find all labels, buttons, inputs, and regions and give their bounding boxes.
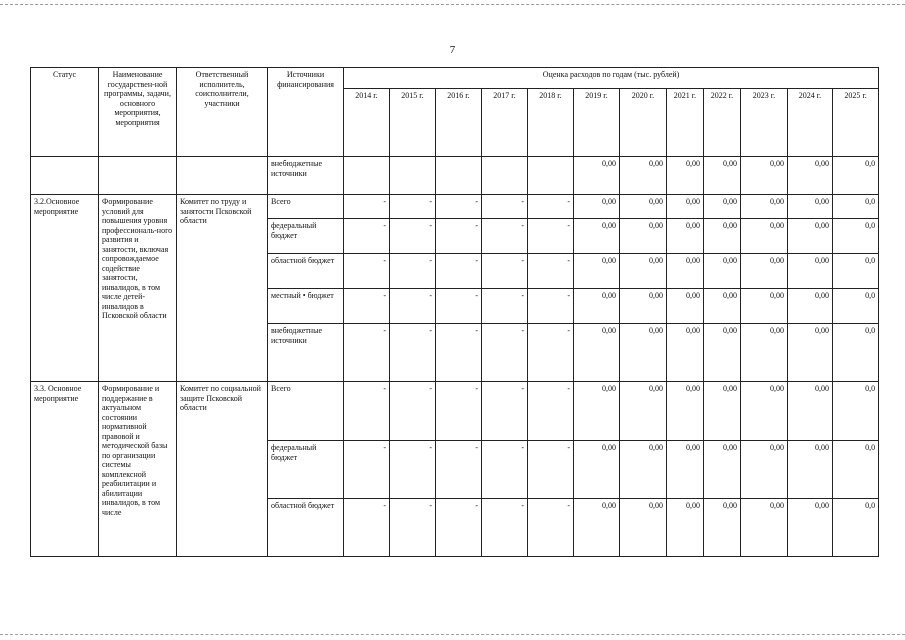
value-cell (482, 157, 528, 195)
value-cell: 0,00 (704, 441, 741, 499)
value-cell: 0,00 (741, 324, 788, 382)
value-cell: - (390, 324, 436, 382)
year-header: 2015 г. (390, 89, 436, 157)
value-cell: - (528, 499, 574, 557)
year-header: 2018 г. (528, 89, 574, 157)
value-cell: - (482, 441, 528, 499)
table-row (31, 382, 879, 441)
value-cell: - (344, 195, 390, 219)
value-cell: 0,00 (704, 324, 741, 382)
source-cell: федеральный бюджет (268, 219, 344, 254)
year-header: 2019 г. (574, 89, 620, 157)
scan-edge-top (0, 0, 905, 5)
value-cell: 0,00 (620, 219, 667, 254)
value-cell: - (436, 499, 482, 557)
value-cell: 0,00 (704, 157, 741, 195)
value-cell: 0,00 (667, 289, 704, 324)
page-number: 7 (449, 44, 456, 56)
value-cell: - (390, 195, 436, 219)
value-cell: 0,00 (704, 382, 741, 441)
value-cell: - (482, 289, 528, 324)
value-cell: 0,00 (667, 254, 704, 289)
year-header: 2022 г. (704, 89, 741, 157)
value-cell: - (436, 441, 482, 499)
value-cell: 0,00 (741, 195, 788, 219)
value-cell: 0,00 (788, 219, 833, 254)
value-cell: 0,00 (574, 195, 620, 219)
value-cell: 0,00 (620, 195, 667, 219)
value-cell: 0,00 (574, 219, 620, 254)
value-cell: - (528, 195, 574, 219)
value-cell: 0,00 (620, 157, 667, 195)
header-sources: Источники финансирования (268, 68, 344, 157)
value-cell: 0,00 (667, 157, 704, 195)
value-cell: 0,00 (620, 324, 667, 382)
value-cell: - (482, 254, 528, 289)
value-cell: 0,00 (667, 499, 704, 557)
value-cell: 0,00 (620, 289, 667, 324)
name-cell: Формирование условий для повышения уровня профессиональ-ного развития и занятости, включая сопровождаемое содействие занятости, инвалидов, в том числе детей-инвалидов в Псковской области (99, 195, 177, 382)
value-cell: 0,00 (741, 157, 788, 195)
status-cell: 3.2.Основное мероприятие (31, 195, 99, 382)
value-cell: - (482, 499, 528, 557)
value-cell: 0,00 (620, 441, 667, 499)
value-cell: - (528, 324, 574, 382)
value-cell: 0,00 (667, 324, 704, 382)
empty-cell (177, 157, 268, 195)
table-row (31, 157, 879, 195)
value-cell: 0,00 (704, 289, 741, 324)
value-cell: - (482, 219, 528, 254)
value-cell: - (528, 289, 574, 324)
value-cell: 0,00 (704, 219, 741, 254)
value-cell: - (344, 254, 390, 289)
value-cell: 0,00 (704, 254, 741, 289)
value-cell: 0,00 (741, 289, 788, 324)
value-cell: 0,00 (574, 382, 620, 441)
value-cell: 0,00 (574, 441, 620, 499)
value-cell: 0,00 (741, 382, 788, 441)
value-cell: 0,00 (788, 382, 833, 441)
value-cell: 0,00 (788, 289, 833, 324)
header-estimate: Оценка расходов по годам (тыс. рублей) (344, 68, 879, 89)
value-cell: 0,00 (667, 195, 704, 219)
header-status: Статус (31, 68, 99, 157)
value-cell: - (344, 499, 390, 557)
value-cell: 0,0 (833, 195, 879, 219)
value-cell: - (436, 324, 482, 382)
value-cell: - (436, 289, 482, 324)
year-header: 2021 г. (667, 89, 704, 157)
value-cell: 0,00 (704, 499, 741, 557)
value-cell: 0,00 (667, 441, 704, 499)
year-header: 2024 г. (788, 89, 833, 157)
status-cell: 3.3. Основное мероприятие (31, 382, 99, 557)
value-cell: 0,00 (667, 219, 704, 254)
responsible-cell: Комитет по труду и занятости Псковской области (177, 195, 268, 382)
value-cell: 0,00 (574, 254, 620, 289)
responsible-cell: Комитет по социальной защите Псковской области (177, 382, 268, 557)
value-cell: 0,00 (741, 441, 788, 499)
value-cell: - (482, 324, 528, 382)
value-cell: 0,00 (574, 157, 620, 195)
source-cell: Всего (268, 382, 344, 441)
value-cell (528, 157, 574, 195)
value-cell: 0,0 (833, 441, 879, 499)
value-cell: 0,0 (833, 324, 879, 382)
year-header: 2016 г. (436, 89, 482, 157)
value-cell: 0,00 (788, 195, 833, 219)
value-cell: - (390, 382, 436, 441)
year-header: 2023 г. (741, 89, 788, 157)
value-cell: 0,00 (741, 254, 788, 289)
value-cell: - (528, 254, 574, 289)
value-cell: - (436, 254, 482, 289)
value-cell: 0,0 (833, 254, 879, 289)
value-cell: 0,00 (788, 499, 833, 557)
scan-edge-bottom (0, 634, 905, 637)
source-cell: Всего (268, 195, 344, 219)
value-cell: - (390, 254, 436, 289)
value-cell: - (528, 441, 574, 499)
value-cell: 0,00 (667, 382, 704, 441)
value-cell: 0,0 (833, 219, 879, 254)
value-cell: - (344, 441, 390, 499)
value-cell: 0,00 (788, 254, 833, 289)
value-cell: - (436, 382, 482, 441)
value-cell (390, 157, 436, 195)
header-name: Наименование государствен-ной программы, задачи, основного мероприятия, мероприятия (99, 68, 177, 157)
name-cell: Формирование и поддержание в актуальном состоянии нормативной правовой и методической базы по организации системы комплексной реабилитации и абилитации инвалидов, в том числе (99, 382, 177, 557)
value-cell: 0,0 (833, 157, 879, 195)
value-cell (436, 157, 482, 195)
value-cell: - (482, 195, 528, 219)
value-cell: 0,00 (788, 324, 833, 382)
source-cell: областной бюджет (268, 254, 344, 289)
value-cell: - (390, 219, 436, 254)
value-cell: - (390, 289, 436, 324)
source-cell: внебюджетные источники (268, 157, 344, 195)
value-cell: - (528, 382, 574, 441)
value-cell: 0,00 (788, 157, 833, 195)
source-cell: областной бюджет (268, 499, 344, 557)
year-header: 2020 г. (620, 89, 667, 157)
value-cell: - (390, 441, 436, 499)
value-cell: - (436, 219, 482, 254)
value-cell: 0,0 (833, 382, 879, 441)
value-cell: - (482, 382, 528, 441)
value-cell: 0,0 (833, 289, 879, 324)
empty-cell (99, 157, 177, 195)
source-cell: местный • бюджет (268, 289, 344, 324)
value-cell: 0,00 (574, 289, 620, 324)
value-cell (344, 157, 390, 195)
empty-cell (31, 157, 99, 195)
value-cell: - (344, 324, 390, 382)
value-cell: 0,0 (833, 499, 879, 557)
value-cell: - (390, 499, 436, 557)
value-cell: 0,00 (741, 219, 788, 254)
value-cell: 0,00 (620, 499, 667, 557)
year-header: 2025 г. (833, 89, 879, 157)
value-cell: - (344, 289, 390, 324)
value-cell: - (436, 195, 482, 219)
value-cell: 0,00 (788, 441, 833, 499)
budget-table (30, 67, 879, 557)
year-header: 2017 г. (482, 89, 528, 157)
source-cell: внебюджетные источники (268, 324, 344, 382)
table-row (31, 195, 879, 219)
value-cell: 0,00 (620, 254, 667, 289)
header-responsible: Ответственный исполнитель, соисполнители, участники (177, 68, 268, 157)
value-cell: 0,00 (574, 499, 620, 557)
value-cell: - (344, 382, 390, 441)
source-cell: федеральный бюджет (268, 441, 344, 499)
year-header: 2014 г. (344, 89, 390, 157)
value-cell: 0,00 (574, 324, 620, 382)
value-cell: 0,00 (620, 382, 667, 441)
value-cell: 0,00 (741, 499, 788, 557)
value-cell: - (528, 219, 574, 254)
value-cell: - (344, 219, 390, 254)
value-cell: 0,00 (704, 195, 741, 219)
